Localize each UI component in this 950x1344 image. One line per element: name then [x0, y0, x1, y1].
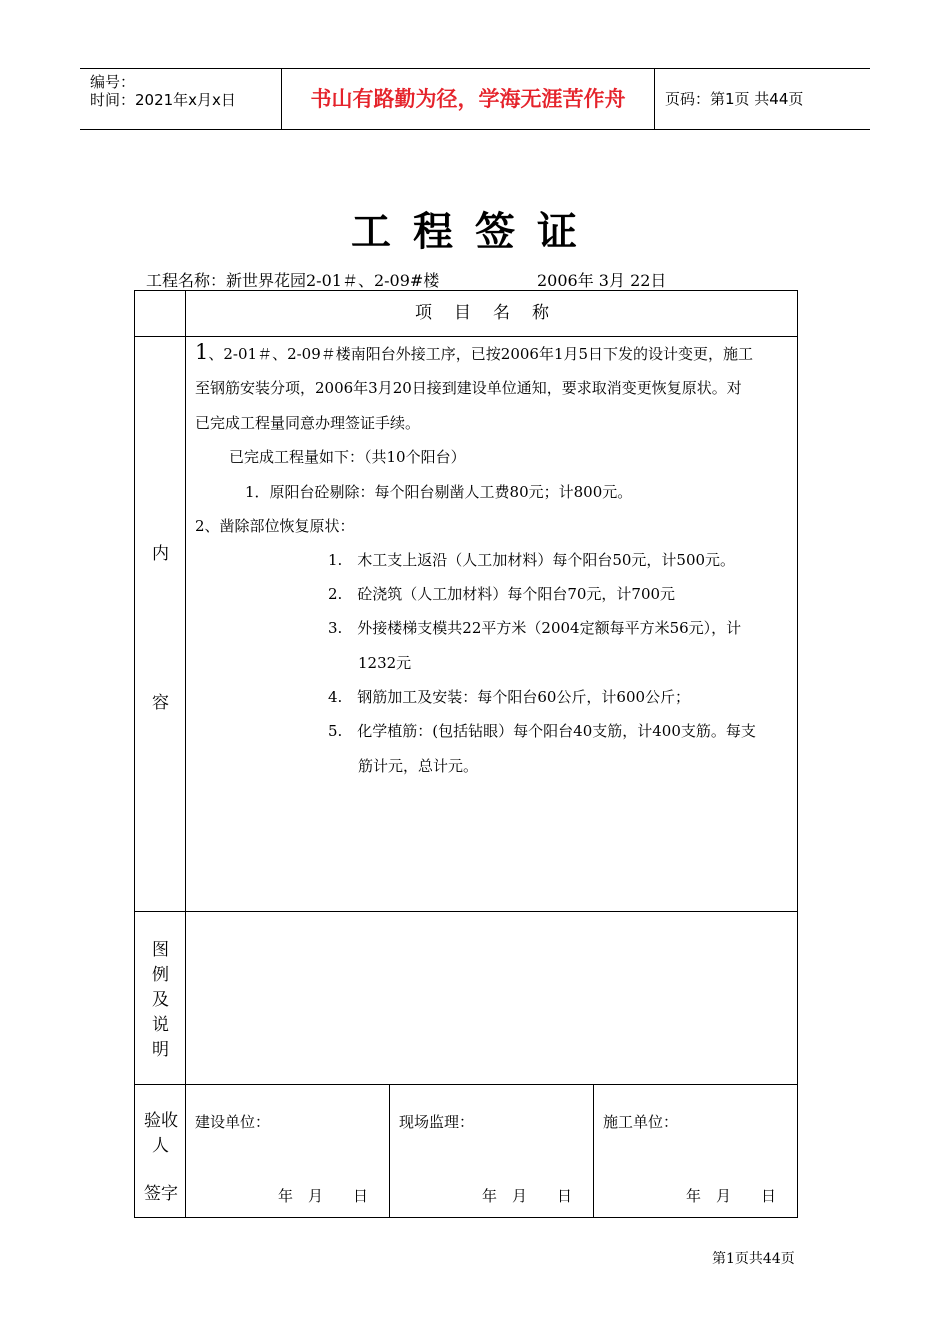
content-paragraph-1-line-3: 已完成工程量同意办理签证手续。: [195, 414, 421, 432]
legend-label-3: 及: [152, 990, 169, 1010]
header-motto: 书山有路勤为径，学海无涯苦作舟: [282, 69, 655, 129]
document-title: 工程签证: [351, 209, 599, 255]
content-label-2: 容: [152, 693, 169, 713]
content-paragraph-1-line-1: [195, 335, 753, 371]
legend-label-2: 例: [152, 965, 169, 985]
time-label: 时间：2021年x月x日: [90, 91, 236, 109]
document-date: 2006年 3月 22日: [537, 271, 667, 290]
project-name: 工程名称：新世界花园2-01＃、2-09#楼: [146, 271, 440, 290]
content-sub-item-1: 1. 木工支上返沿（人工加材料）每个阳台50元，计500元。: [328, 551, 736, 569]
content-label-1: 内: [152, 544, 169, 564]
signature-divider-2: [593, 1084, 594, 1217]
legend-label-4: 说: [152, 1015, 169, 1035]
signature-unit-construction: 建设单位：: [195, 1113, 271, 1131]
content-sub-item-3-line-2: 1232元: [358, 654, 412, 672]
legend-label-1: 图: [152, 940, 169, 960]
column-header-project-name: 项目名称: [415, 303, 571, 323]
signature-date-builder: 年 月 日: [686, 1187, 777, 1205]
paragraph-text: 、2-01＃、2-09＃楼南阳台外接工序，已按2006年1月5日下发的设计变更，施工: [208, 345, 754, 363]
content-row-divider: [135, 911, 797, 912]
content-completed-summary: 已完成工程量如下：（共10个阳台）: [229, 448, 466, 466]
content-sub-item-5-line-1: 5. 化学植筋：(包括钻眼）每个阳台40支筋，计400支筋。每支: [328, 722, 756, 740]
number-label: 编号：: [90, 73, 136, 91]
signature-unit-supervision: 现场监理：: [399, 1113, 475, 1131]
page-header: [80, 68, 870, 130]
signature-divider-1: [389, 1084, 390, 1217]
signature-unit-builder: 施工单位：: [603, 1113, 679, 1131]
acceptance-label-1: 验收: [144, 1111, 178, 1131]
content-item-1: 1．原阳台砼剔除：每个阳台剔凿人工费80元；计800元。: [245, 483, 633, 501]
visa-table: [134, 290, 798, 1218]
page-footer: 第1页共44页: [712, 1251, 795, 1267]
content-sub-item-4: 4. 钢筋加工及安装：每个阳台60公斤，计600公斤；: [328, 688, 691, 706]
header-page-label: 页码：第1页 共44页: [665, 90, 804, 108]
header-meta-cell: [80, 69, 282, 129]
signature-date-construction: 年 月 日: [278, 1187, 369, 1205]
legend-row-divider: [135, 1084, 797, 1085]
content-sub-item-2: 2. 砼浇筑（人工加材料）每个阳台70元，计700元: [328, 585, 676, 603]
acceptance-label-2: 人: [152, 1136, 169, 1156]
legend-label-5: 明: [152, 1040, 169, 1060]
signature-date-supervision: 年 月 日: [482, 1187, 573, 1205]
paragraph-number: 1: [195, 340, 209, 364]
left-column-divider: [185, 291, 186, 1217]
content-sub-item-5-line-2: 筋计元，总计元。: [358, 757, 479, 775]
content-item-2: 2、凿除部位恢复原状：: [195, 517, 355, 535]
content-paragraph-1-line-2: 至钢筋安装分项，2006年3月20日接到建设单位通知，要求取消变更恢复原状。对: [195, 379, 742, 397]
signature-label: 签字: [144, 1184, 178, 1204]
content-sub-item-3-line-1: 3. 外接楼梯支模共22平方米（2004定额每平方米56元），计: [328, 619, 742, 637]
